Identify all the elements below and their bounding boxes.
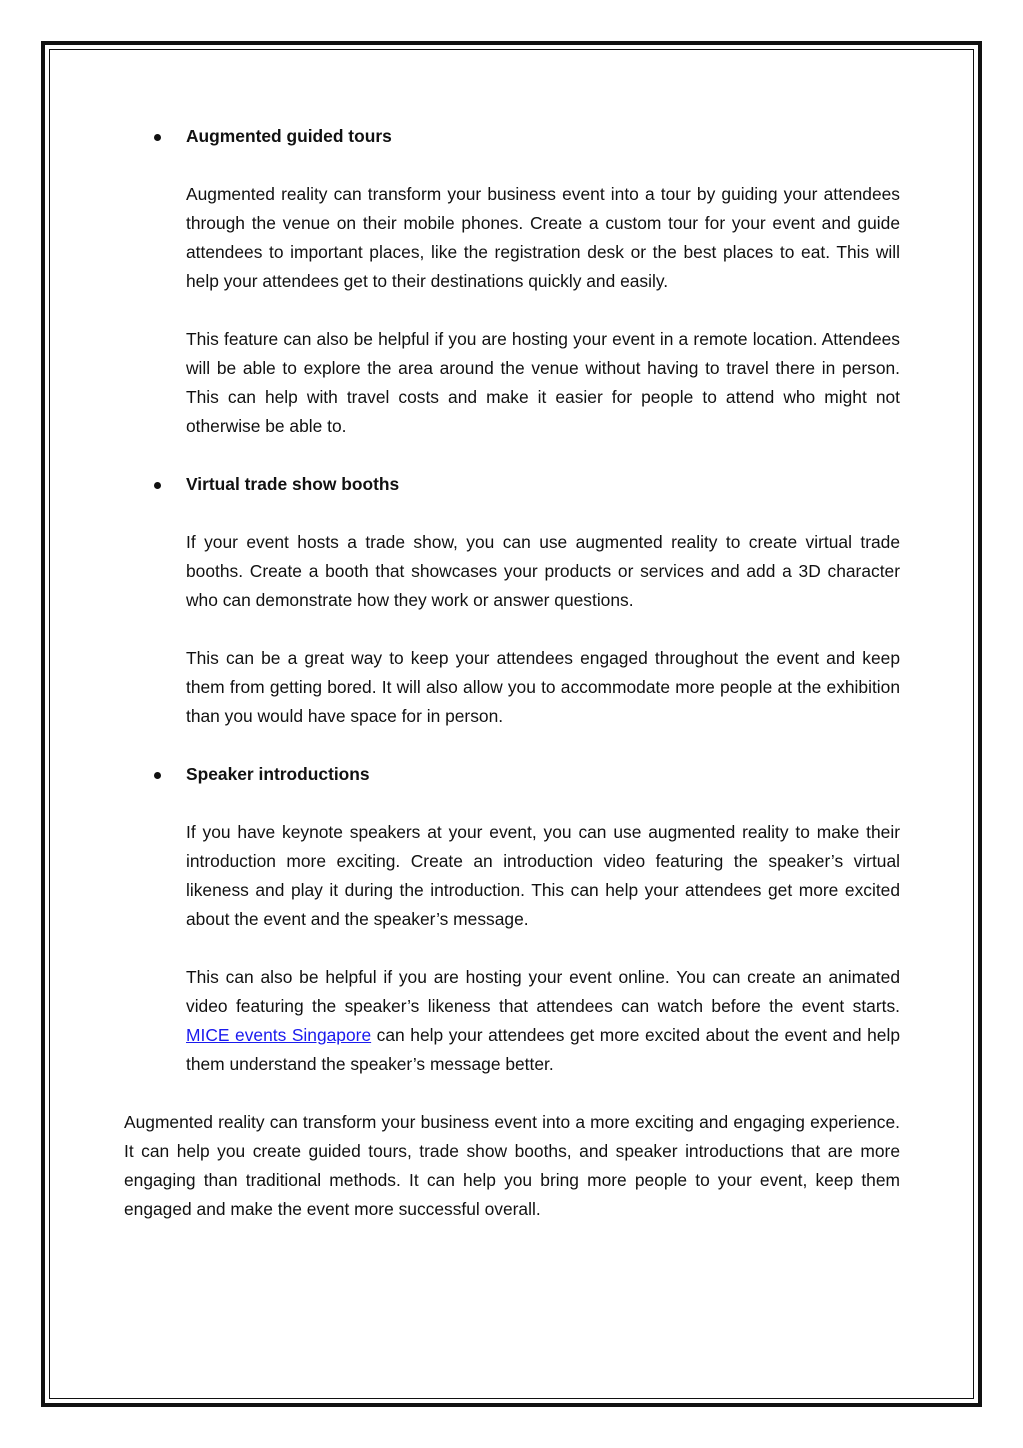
bullet-icon [154,772,161,779]
paragraph: This feature can also be helpful if you are hosting your event in a remote location. Attendees will be able to explore the area around the venue without having to travel there in person. This can help with travel costs and make it easier for people to attend who might not otherwise be able to. [186,329,900,436]
section-augmented-guided-tours [124,122,900,441]
paragraph: This can be a great way to keep your attendees engaged throughout the event and keep them from getting bored. It will also allow you to accommodate more people at the exhibition than you would have space for in person. [186,648,900,726]
section-heading: Virtual trade show booths [186,474,400,494]
section-heading: Augmented guided tours [186,126,392,146]
paragraph: If your event hosts a trade show, you can use augmented reality to create virtual trade booths. Create a booth that showcases your products or services and add a 3D character who can demonstrate how they work or answer questions. [186,532,900,610]
section-speaker-introductions [124,760,900,1079]
bullet-icon [154,482,161,489]
paragraph: Augmented reality can transform your business event into a tour by guiding your attendees through the venue on their mobile phones. Create a custom tour for your event and guide attendees to important places, like the registration desk or the best places to eat. This will help your attendees get to their destinations quickly and easily. [186,184,900,291]
paragraph-text: can help your attendees get more excited about the event and help them understand the speaker’s message better. [186,1025,900,1074]
closing-paragraph: Augmented reality can transform your business event into a more exciting and engaging experience. It can help you create guided tours, trade show booths, and speaker introductions that are more engaging than traditional methods. It can help you bring more people to your event, keep them engaged and make the event more successful overall. [124,1112,900,1219]
bullet-icon [154,134,161,141]
section-heading: Speaker introductions [186,764,370,784]
paragraph-text: This can also be helpful if you are hosting your event online. You can create an animated video featuring the speaker’s likeness that attendees can watch before the event starts. [186,967,900,1016]
mice-events-singapore-link[interactable]: MICE events Singapore [186,1025,372,1045]
paragraph: If you have keynote speakers at your event, you can use augmented reality to make their introduction more exciting. Create an introduction video featuring the speaker’s virtual likeness and play it during the introduction. This can help your attendees get more excited about the event and the speaker’s message. [186,822,900,929]
document-body [124,122,900,1224]
paragraph-with-link [186,963,900,1079]
section-virtual-trade-show-booths [124,470,900,731]
